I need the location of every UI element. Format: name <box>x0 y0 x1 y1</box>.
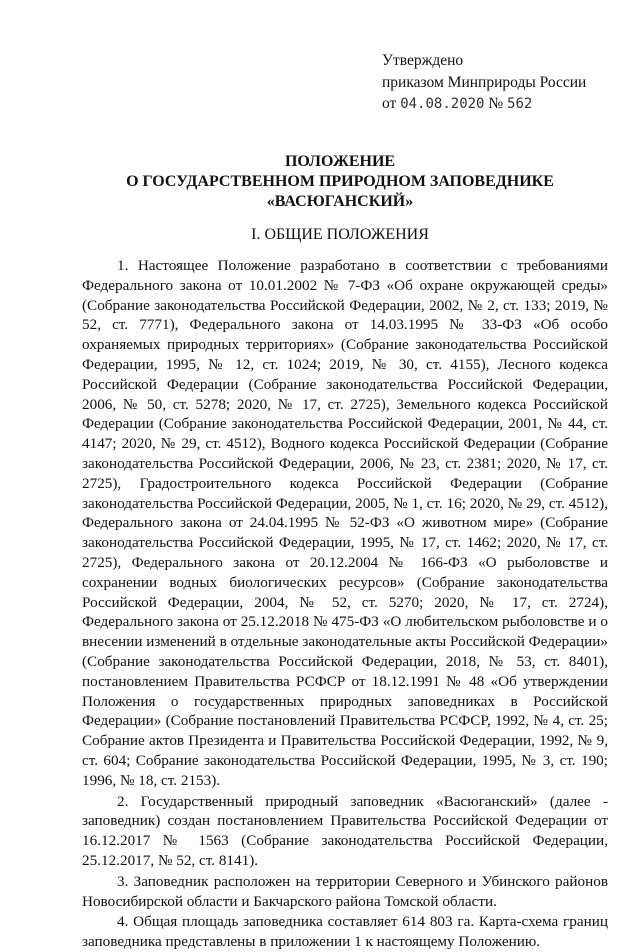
title-line-3: «ВАСЮГАНСКИЙ» <box>266 193 414 210</box>
title-line-1: ПОЛОЖЕНИЕ <box>284 153 396 170</box>
section-heading: I. ОБЩИЕ ПОЛОЖЕНИЯ <box>251 226 429 243</box>
date-prefix: от <box>382 95 397 112</box>
approval-label: Утверждено <box>382 52 464 69</box>
document-title <box>60 152 620 212</box>
paragraph-2: 2. Государственный природный заповедник «Васюганский» (далее - заповедник) создан постановлением Правительства Российской Федерации от 16.12.2017 № 1563 (Собрание законодательства Российской Федерации, 25.12.2017, № 52, ст. 8141). <box>82 792 608 869</box>
number-prefix: № <box>488 95 504 112</box>
title-line-2: О ГОСУДАРСТВЕННОМ ПРИРОДНОМ ЗАПОВЕДНИКЕ <box>126 173 554 190</box>
paragraph-4: 4. Общая площадь заповедника составляет 614 803 га. Карта-схема границ заповедника представлены в приложении 1 к настоящему Положению. <box>82 913 608 951</box>
document-body <box>82 256 608 952</box>
approval-order: приказом Минприроды России <box>382 73 587 91</box>
approval-date-line <box>382 93 622 116</box>
approval-stamp <box>382 50 622 116</box>
paragraph-3: 3. Заповедник расположен на территории Северного и Убинского районов Новосибирской области и Бакчарского района Томской области. <box>82 872 608 910</box>
paragraph-1: 1. Настоящее Положение разработано в соответствии с требованиями Федерального закона от 10.01.2002 № 7-ФЗ «Об охране окружающей среды» (Собрание законодательства Российской Федерации, 2002, № 2, ст. 133; 2019, № 52, ст. 7771), Федерального закона от 14.03.1995 № 33-ФЗ «Об особо охраняемых природных территориях» (Собрание законодательства Российской Федерации, 1995, № 12, ст. 1024; 2019, № 30, ст. 4155), Лесного кодекса Российской Федерации (Собрание законодательства Российской Федерации, 2006, № 50, ст. 5278; 2020, № 17, ст. 2725), Земельного кодекса Российской Федерации (Собрание законодательства Российской Федерации, 2001, № 44, ст. 4147; 2020, № 29, ст. 4512), Водного кодекса Российской Федерации (Собрание законодательства Российской Федерации, 2006, № 23, ст. 2381; 2020, № 17, ст. 2725), Градостроительного кодекса Российской Федерации (Собрание законодательства Российской Федерации, 2005, № 1, ст. 16; 2020, № 29, ст. 4512), Федерального закона от 24.04.1995 № 52-ФЗ «О животном мире» (Собрание законодательства Российской Федерации, 1995, № 17, ст. 1462; 2020, № 17, ст. 2725), Федерального закона от 20.12.2004 № 166-ФЗ «О рыболовстве и сохранении водных биологических ресурсов» (Собрание законодательства Российской Федерации, 2004, № 52, ст. 5270; 2020, № 17, ст. 2724), Федерального закона от 25.12.2018 № 475-ФЗ «О любительском рыболовстве и о внесении изменений в отдельные законодательные акты Российской Федерации» (Собрание законодательства Российской Федерации, 2018, № 53, ст. 8401), постановлением Правительства РСФСР от 18.12.1991 № 48 «Об утверждении Положения о государственных природных заповедниках в Российской Федерации» (Собрание постановлений Правительства РСФСР, 1992, № 4, ст. 25; Собрание актов Президента и Правительства Российской Федерации, 1992, № 9, ст. 604; Собрание законодательства Российской Федерации, 1995, № 3, ст. 190; 1996, № 18, ст. 2153). <box>82 257 608 789</box>
approval-date: 04.08.2020 <box>400 96 485 112</box>
approval-number: 562 <box>507 96 533 112</box>
